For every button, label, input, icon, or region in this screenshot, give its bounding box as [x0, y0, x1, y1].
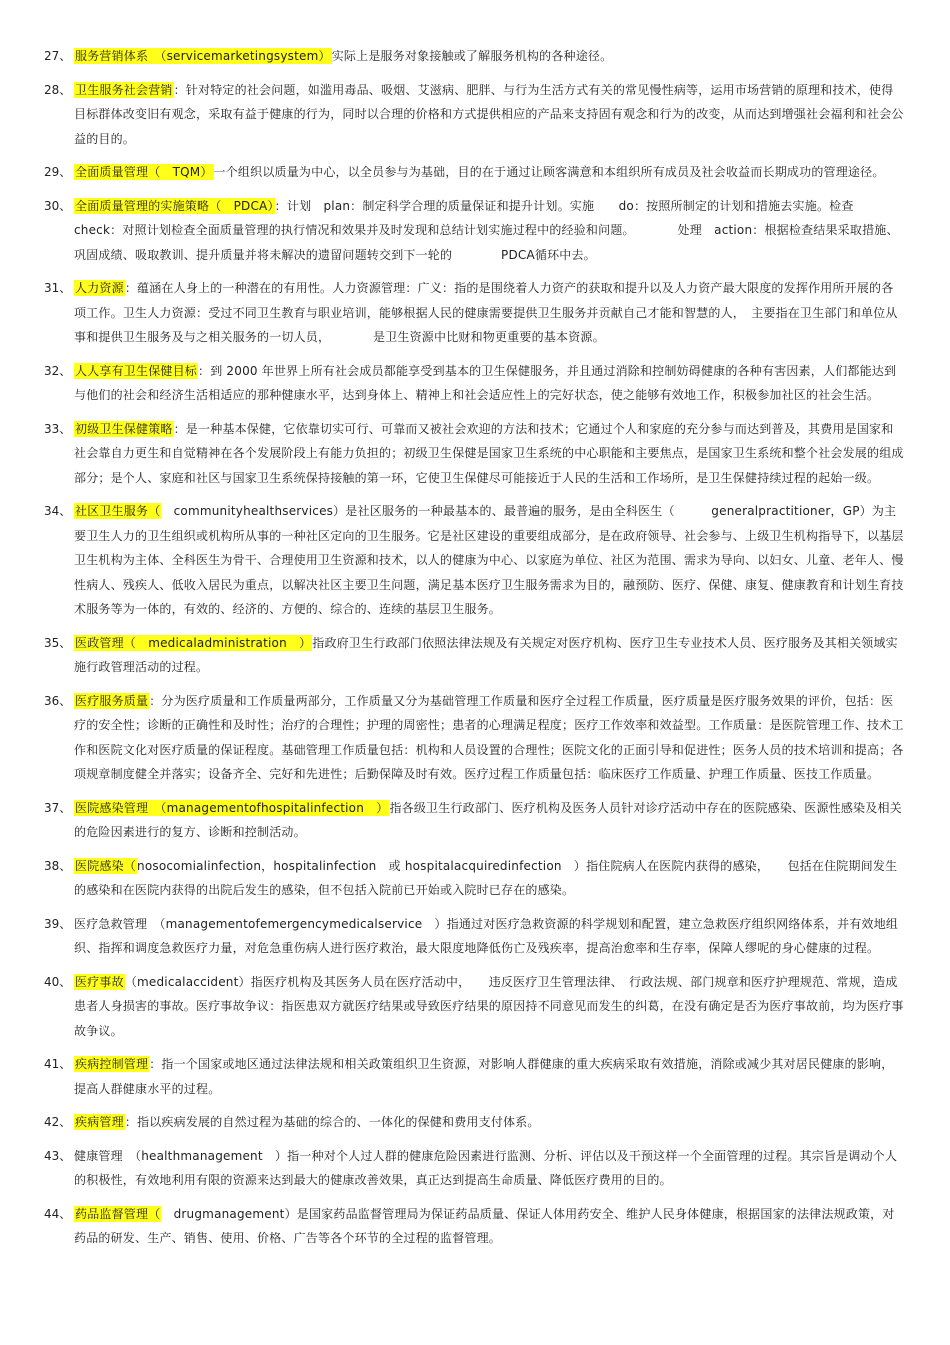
- entry-number: 35、: [44, 635, 72, 650]
- definition-text: nosocomialinfection，hospitalinfection 或 hospitalacquiredinfection ）指住院病人在医院内获得的感染， 包括在住院期间发生的感染和在医院内获得的出院后发生的感染，但不包括入院前已开始或入院时已存在的感染。: [74, 858, 898, 897]
- entry-body: [74, 796, 904, 845]
- entry-number: 32、: [44, 363, 72, 378]
- glossary-entry: [0, 417, 950, 491]
- definition-text: ：针对特定的社会问题，如滥用毒品、吸烟、艾滋病、肥胖、与行为生活方式有关的常见慢性病等，运用市场营销的原理和技术，使得目标群体改变旧有观念，采取有益于健康的行为，同时以合理的价格和方式提供相应的产品来支持固有观念和行为的改变，从而达到增强社会福利和社会公益的目的。: [74, 82, 904, 146]
- glossary-entry: [0, 499, 950, 622]
- entry-body: [74, 160, 904, 185]
- entry-body: [74, 276, 904, 350]
- entry-number: 33、: [44, 421, 72, 436]
- glossary-entry: [0, 631, 950, 680]
- glossary-entry: [0, 276, 950, 350]
- highlighted-term: 疾病管理: [75, 1115, 124, 1129]
- entry-number: 34、: [44, 504, 72, 518]
- entry-body: [74, 970, 904, 1044]
- entry-body: [74, 359, 904, 408]
- glossary-entry: [0, 1202, 950, 1251]
- highlighted-term: 医疗服务质量: [75, 693, 149, 708]
- entry-number: 43、: [44, 1148, 72, 1163]
- entry-number: 31、: [44, 281, 72, 295]
- definition-text: ：分为医疗质量和工作质量两部分，工作质量又分为基础管理工作质量和医疗全过程工作质量，医疗质量是医疗服务效果的评价，包括：医疗的安全性；诊断的正确性和及时性；治疗的合理性；护理的周密性；患者的心理满足程度；医疗工作效率和效益型。工作质量：是医院管理工作、技术工作和医院文化对医疗质量的保证程度。基础管理工作质量包括：机构和人员设置的合理性；医院文化的正面引导和促进性；医务人员的技术培训和提高；各项规章制度健全并落实；设备齐全、完好和先进性；后勤保障及时有效。医疗过程工作质量包括：临床医疗工作质量、护理工作质量、医技工作质量。: [74, 693, 904, 781]
- highlighted-term: 疾病控制管理: [75, 1057, 149, 1071]
- glossary-entry: [0, 1110, 950, 1135]
- entry-body: [74, 1052, 904, 1101]
- glossary-entry: [0, 359, 950, 408]
- highlighted-term: 人力资源: [75, 281, 124, 295]
- glossary-entry: [0, 194, 950, 268]
- entry-number: 44、: [44, 1206, 72, 1221]
- definition-text: 一个组织以质量为中心，以全员参与为基础，目的在于通过让顾客满意和本组织所有成员及社会收益而长期成功的管理途径。: [213, 165, 885, 179]
- entry-body: [74, 1202, 904, 1251]
- document-page: [0, 44, 950, 1260]
- entry-number: 38、: [44, 858, 72, 873]
- entry-number: 29、: [44, 165, 72, 179]
- entry-number: 37、: [44, 800, 72, 815]
- entry-body: [74, 631, 904, 680]
- highlighted-term: 人人享有卫生保健目标: [75, 363, 198, 378]
- definition-text: communityhealthservices）是社区服务的一种最基本的、最普遍的服务，是由全科医生（ generalpractitioner，GP）为主要卫生人力的卫生组织或机构所从事的一种社区定向的卫生服务。它是社区建设的重要组成部分，是在政府领导、社会参与、上级卫生机构指导下，以基层卫生机构为主体、全科医生为骨干、合理使用卫生资源和技术，以人的健康为中心、以家庭为单位、社区为范围、需求为导向、以妇女、儿童、老年人、慢性病人、残疾人、低收入居民为重点，以解决社区主要卫生问题，满足基本医疗卫生服务需求为目的，融预防、医疗、保健、康复、健康教育和计划生育技术服务等为一体的，有效的、经济的、方便的、综合的、连续的基层卫生服务。: [74, 504, 904, 616]
- glossary-entry: [0, 1144, 950, 1193]
- highlighted-term: 药品监督管理（: [75, 1206, 161, 1221]
- entry-number: 40、: [44, 974, 72, 989]
- glossary-entry: [0, 160, 950, 185]
- highlighted-term: 医疗事故: [75, 974, 124, 989]
- highlighted-term: 医政管理（ medicaladministration ）: [75, 635, 312, 650]
- definition-text: ：蕴涵在人身上的一种潜在的有用性。人力资源管理：广义：指的是围绕着人力资产的获取和提升以及人力资产最大限度的发挥作用所开展的各项工作。卫生人力资源：受过不同卫生教育与职业培训，能够根据人民的健康需要提供卫生服务并贡献自己才能和智慧的人， 主要指在卫生部门和单位从事和提供卫生服务及与之相关服务的一切人员， 是卫生资源中比财和物更重要的基本资源。: [74, 281, 898, 344]
- highlighted-term: 初级卫生保健策略: [75, 421, 173, 436]
- definition-text: ：到 2000 年世界上所有社会成员都能享受到基本的卫生保健服务，并且通过消除和控制妨碍健康的各种有害因素，人们都能达到与他们的社会和经济生活相适应的那种健康水平，达到身体上、精神上和社会适应性上的完好状态，使之能够有效地工作，积极参加社区的社会生活。: [74, 363, 897, 402]
- definition-text: ：指以疾病发展的自然过程为基础的综合的、一体化的保健和费用支付体系。: [124, 1115, 540, 1129]
- entry-number: 36、: [44, 693, 72, 708]
- glossary-entry: [0, 44, 950, 69]
- highlighted-term: 服务营销体系 （servicemarketingsystem）: [75, 49, 331, 63]
- entry-body: [74, 499, 904, 622]
- entry-body: [74, 417, 904, 491]
- definition-text: 指各级卫生行政部门、医疗机构及医务人员针对诊疗活动中存在的医院感染、医源性感染及相关的危险因素进行的复方、诊断和控制活动。: [74, 800, 902, 839]
- glossary-entry: [0, 970, 950, 1044]
- definition-text: ：是一种基本保健，它依靠切实可行、可靠而又被社会欢迎的方法和技术；它通过个人和家庭的充分参与而达到普及，其费用是国家和社会靠自力更生和自觉精神在各个发展阶段上有能力负担的；初级卫生保健是国家卫生系统的中心职能和主要焦点，是国家卫生系统和整个社会发展的组成部分；是个人、家庭和社区与国家卫生系统保持接触的第一环，它使卫生保健尽可能接近于人民的生活和工作场所，是卫生保健持续过程的起始一级。: [74, 421, 904, 485]
- entry-body: [74, 689, 904, 787]
- glossary-entry: [0, 78, 950, 152]
- entry-body: [74, 1110, 904, 1135]
- entry-body: [74, 912, 904, 961]
- highlighted-term: 全面质量管理的实施策略（ PDCA）: [75, 198, 274, 213]
- entry-number: 41、: [44, 1057, 72, 1071]
- highlighted-term: 全面质量管理（ TQM）: [75, 165, 213, 179]
- definition-text: ：计划 plan：制定科学合理的质量保证和提升计划。实施 do：按照所制定的计划和措施去实施。检查 check：对照计划检查全面质量管理的执行情况和效果并及时发现和总结计划实施过程中的经验和问题。 处理 action：根据检查结果采取措施、巩固成绩、吸取教训、提升质量并将未解决的遗留问题转交到下一轮的 PDCA循环中去。: [74, 198, 899, 262]
- definition-text: 实际上是服务对象接触或了解服务机构的各种途径。: [331, 49, 613, 63]
- glossary-entry: [0, 912, 950, 961]
- entry-number: 30、: [44, 198, 72, 213]
- highlighted-term: 医院感染（: [75, 858, 137, 873]
- highlighted-term: 社区卫生服务（: [75, 504, 161, 518]
- entry-body: [74, 44, 904, 69]
- entry-number: 39、: [44, 916, 72, 931]
- entry-number: 27、: [44, 49, 72, 63]
- glossary-entry: [0, 796, 950, 845]
- definition-text: 健康管理 （healthmanagement ）指一种对个人过人群的健康危险因素进行监测、分析、评估以及干预这样一个全面管理的过程。其宗旨是调动个人的积极性，有效地利用有限的资源来达到最大的健康改善效果，真正达到提高生命质量、降低医疗费用的目的。: [74, 1148, 898, 1187]
- definition-text: ：指一个国家或地区通过法律法规和相关政策组织卫生资源，对影响人群健康的重大疾病采取有效措施，消除或减少其对居民健康的影响，提高人群健康水平的过程。: [74, 1057, 894, 1096]
- glossary-entry: [0, 689, 950, 787]
- definition-text: 指政府卫生行政部门依照法律法规及有关规定对医疗机构、医疗卫生专业技术人员、医疗服务及其相关领域实施行政管理活动的过程。: [74, 635, 898, 674]
- entry-number: 42、: [44, 1115, 72, 1129]
- highlighted-term: 卫生服务社会营销: [75, 82, 173, 97]
- highlighted-term: 医院感染管理 （managementofhospitalinfection ）: [75, 800, 389, 815]
- entry-body: [74, 78, 904, 152]
- entry-number: 28、: [44, 82, 72, 97]
- definition-text: drugmanagement）是国家药品监督管理局为保证药品质量、保证人体用药安全、维护人民身体健康，根据国家的法律法规政策，对药品的研发、生产、销售、使用、价格、广告等各个环节的全过程的监督管理。: [74, 1206, 895, 1245]
- glossary-entry: [0, 854, 950, 903]
- glossary-entry: [0, 1052, 950, 1101]
- definition-text: （medicalaccident）指医疗机构及其医务人员在医疗活动中， 违反医疗卫生管理法律、 行政法规、部门规章和医疗护理规范、常规，造成患者人身损害的事故。医疗事故争议：指医患双方就医疗结果或导致医疗结果的原因持不同意见而发生的纠葛，在没有确定是否为医疗事故前，均为医疗事故争议。: [74, 974, 904, 1038]
- entry-body: [74, 854, 904, 903]
- definition-text: 医疗急救管理 （managementofemergencymedicalservice ）指通过对医疗急救资源的科学规划和配置，建立急救医疗组织网络体系，并有效地组织、指挥和调度急救医疗力量，对危急重伤病人进行医疗救治，最大限度地降低伤亡及残疾率，提高治愈率和生存率，保障人缪呢的身心健康的过程。: [74, 916, 899, 955]
- entry-body: [74, 194, 904, 268]
- entry-body: [74, 1144, 904, 1193]
